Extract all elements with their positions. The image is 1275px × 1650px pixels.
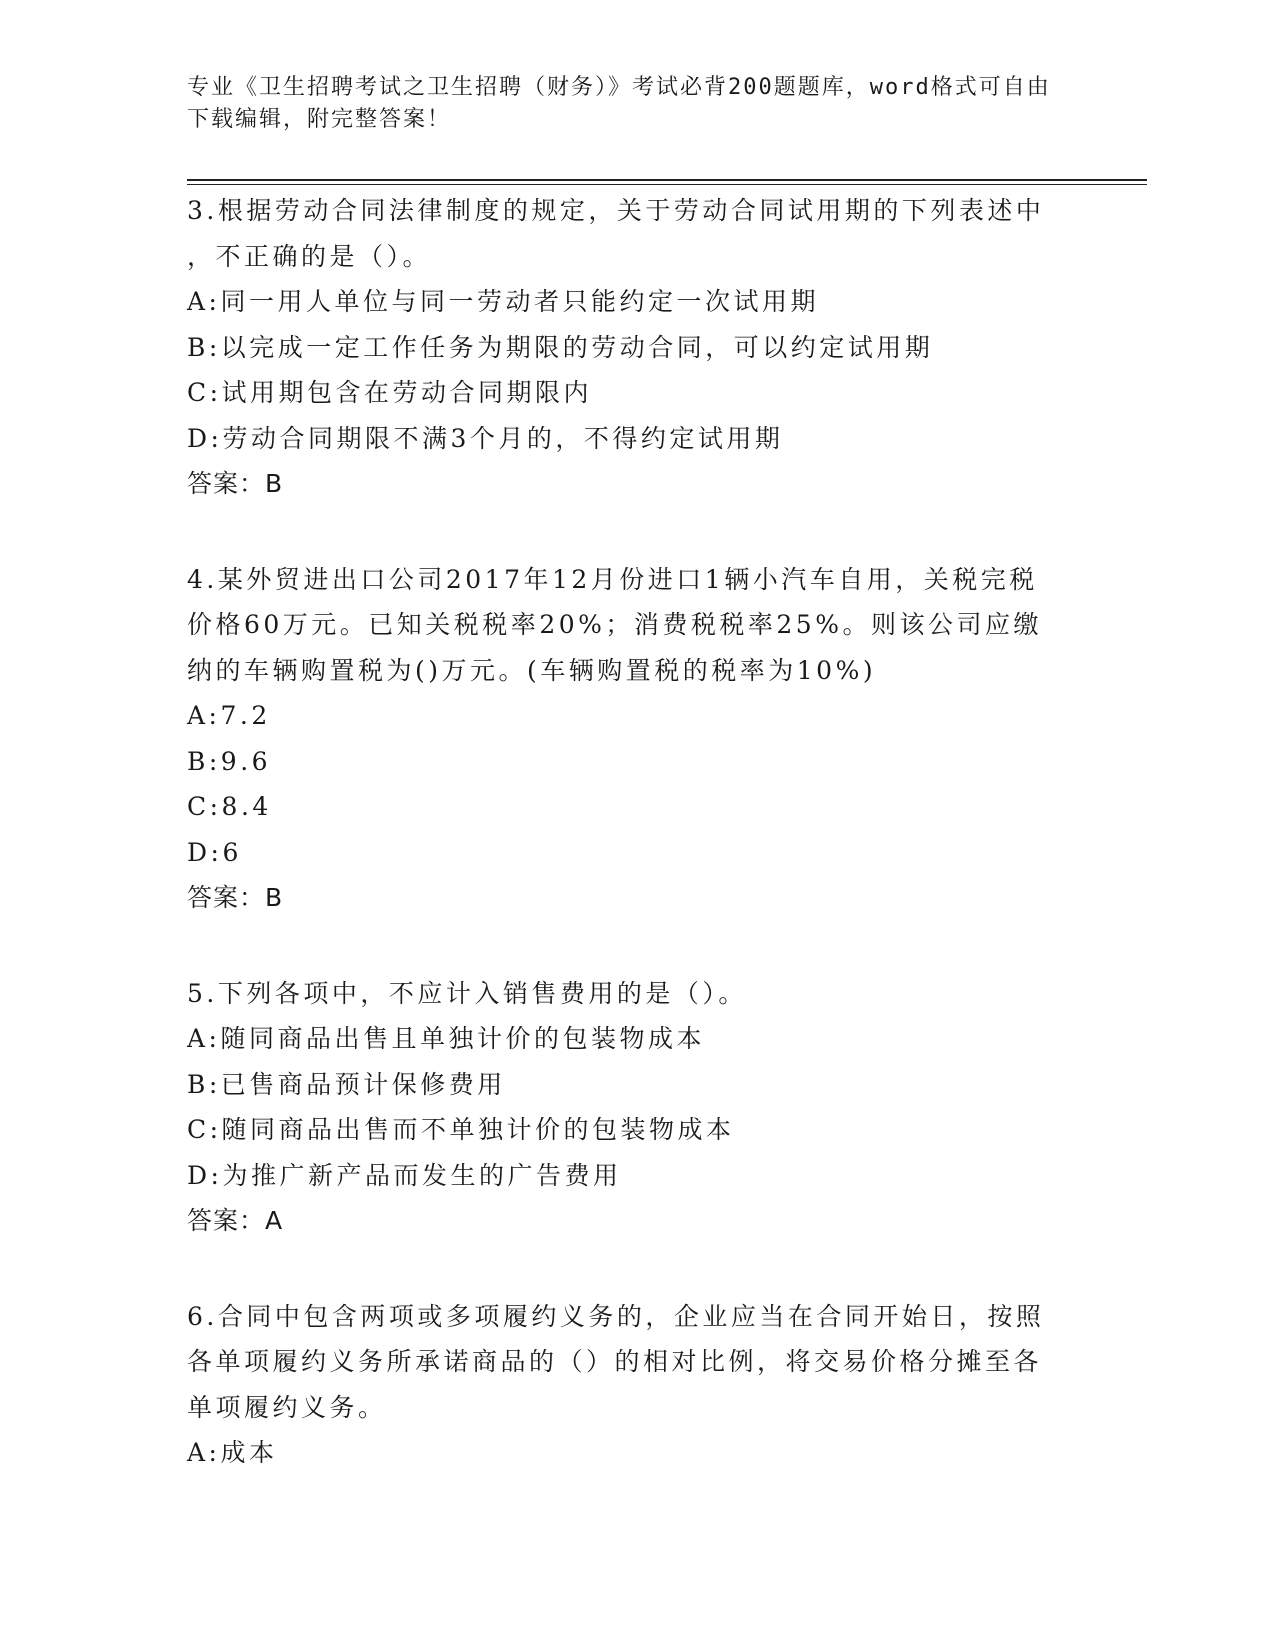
answer: 答案：B [187, 883, 284, 912]
question-4 [187, 557, 1067, 921]
question-stem: ，不正确的是（）。 [187, 241, 432, 271]
option-d: D:劳动合同期限不满3个月的，不得约定试用期 [187, 423, 784, 453]
question-stem: 单项履约义务。 [187, 1392, 387, 1422]
option-c: C:8.4 [187, 792, 272, 821]
question-5 [187, 971, 1067, 1244]
question-stem: 纳的车辆购置税为()万元。(车辆购置税的税率为10%) [187, 655, 877, 685]
question-stem: 4.某外贸进出口公司2017年12月份进口1辆小汽车自用，关税完税 [187, 564, 1038, 594]
header-rule-thin [187, 184, 1147, 185]
option-a: A:成本 [187, 1438, 278, 1467]
option-b: B:9.6 [187, 746, 272, 776]
question-stem: 5.下列各项中，不应计入销售费用的是（）。 [187, 978, 747, 1008]
question-stem: 3.根据劳动合同法律制度的规定，关于劳动合同试用期的下列表述中 [187, 196, 1045, 225]
question-stem: 6.合同中包含两项或多项履约义务的，企业应当在合同开始日，按照 [187, 1301, 1045, 1331]
option-a: A:7.2 [187, 701, 271, 730]
option-a: A:同一用人单位与同一劳动者只能约定一次试用期 [187, 287, 819, 316]
question-stem: 价格60万元。已知关税税率20%；消费税税率25%。则该公司应缴 [187, 610, 1042, 639]
question-6 [187, 1294, 1067, 1476]
option-a: A:随同商品出售且单独计价的包装物成本 [187, 1024, 705, 1053]
option-b: B:已售商品预计保修费用 [187, 1069, 506, 1099]
option-d: D:6 [187, 837, 242, 867]
document-header: 专业《卫生招聘考试之卫生招聘（财务）》考试必背200题题库，word格式可自由下载编辑，附完整答案！ [187, 75, 1051, 132]
question-list [187, 188, 1067, 1526]
header-rule-thick [187, 179, 1147, 181]
option-d: D:为推广新产品而发生的广告费用 [187, 1160, 622, 1190]
option-c: C:随同商品出售而不单独计价的包装物成本 [187, 1115, 735, 1144]
question-stem: 各单项履约义务所承诺商品的（）的相对比例，将交易价格分摊至各 [187, 1347, 1043, 1376]
option-b: B:以完成一定工作任务为期限的劳动合同，可以约定试用期 [187, 332, 934, 362]
option-c: C:试用期包含在劳动合同期限内 [187, 378, 593, 407]
answer: 答案：B [187, 469, 284, 498]
answer: 答案：A [187, 1206, 284, 1235]
question-3 [187, 188, 1067, 507]
